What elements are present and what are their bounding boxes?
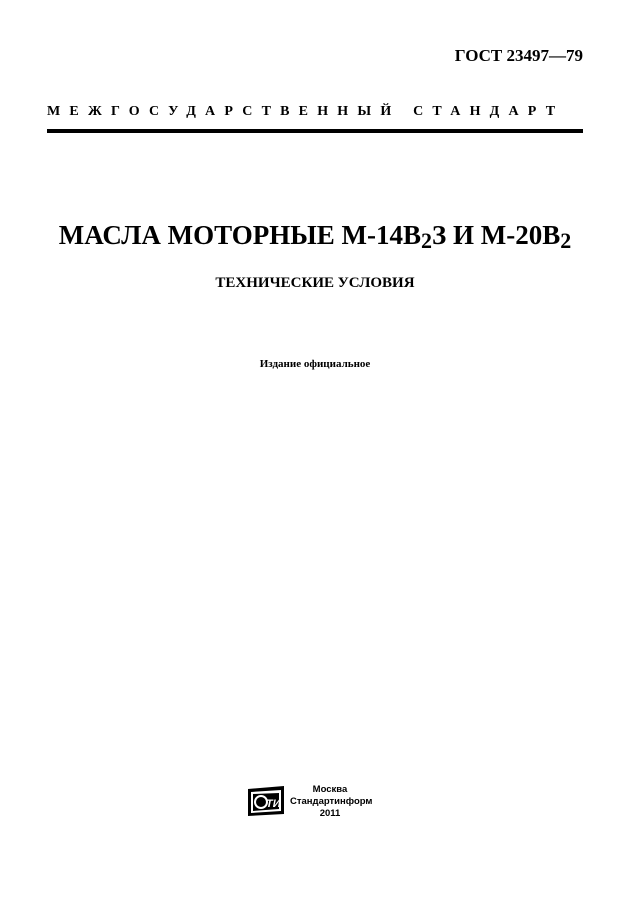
document-title — [0, 220, 630, 251]
publication-year: 2011 — [319, 808, 341, 819]
edition-label: Издание официальное — [259, 358, 371, 370]
header-rule — [47, 129, 583, 133]
title-part: МАСЛА МОТОРНЫЕ М-14В — [58, 220, 421, 250]
title-part: З И М-20В — [431, 220, 561, 250]
standard-type: МЕЖГОСУДАРСТВЕННЫЙ СТАНДАРТ — [47, 104, 565, 119]
document-subtitle: ТЕХНИЧЕСКИЕ УСЛОВИЯ — [215, 275, 415, 291]
title-subscript: 2 — [420, 228, 432, 253]
publisher-name: Стандартинформ — [290, 796, 373, 807]
publisher-city: Москва — [312, 784, 348, 795]
title-subscript: 2 — [560, 228, 572, 253]
standartinform-logo-icon — [244, 785, 286, 817]
publisher-info — [290, 784, 373, 820]
svg-text:ТИ: ТИ — [266, 798, 281, 810]
gost-number: ГОСТ 23497—79 — [454, 46, 583, 65]
